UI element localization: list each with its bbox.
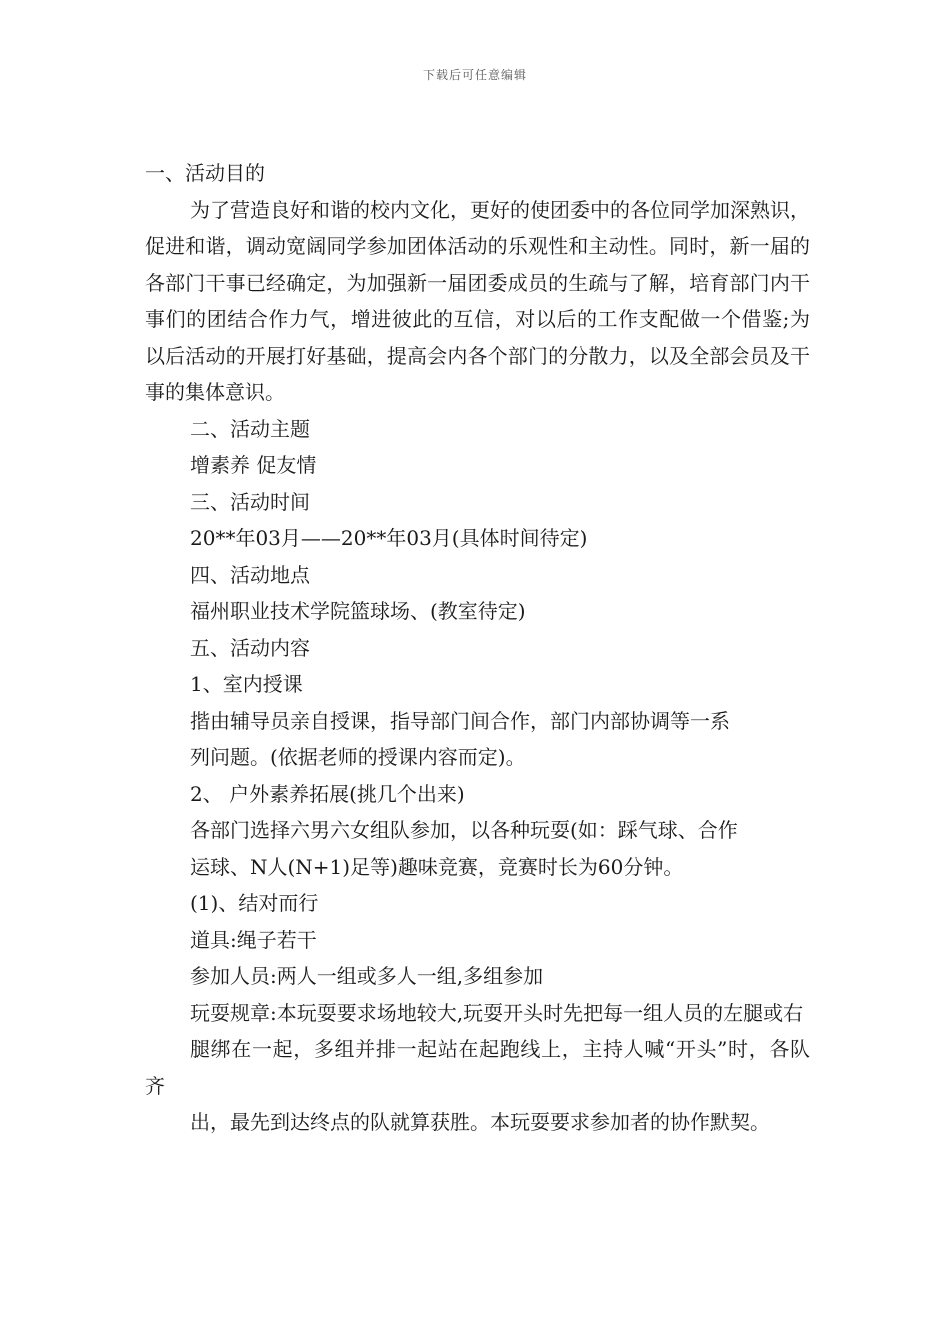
game-participants: 参加人员:两人一组或多人一组,多组参加 — [190, 964, 544, 988]
outdoor-line-2: 运球、N人(N+1)足等)趣味竞赛，竞赛时长为60分钟。 — [190, 854, 684, 879]
subsection-outdoor-expansion: 2、 户外素养拓展(挑几个出来) — [190, 781, 465, 806]
subsection-indoor-lecture: 1、室内授课 — [190, 672, 303, 696]
game-title: (1)、结对而行 — [190, 891, 319, 915]
section-heading-time: 三、活动时间 — [190, 489, 310, 514]
location-text: 福州职业技术学院篮球场、(教室待定) — [190, 599, 526, 623]
outdoor-line-1: 各部门选择六男六女组队参加，以各种玩耍(如：踩气球、合作 — [190, 818, 738, 842]
document-body — [145, 155, 810, 1141]
section-heading-theme: 二、活动主题 — [190, 416, 310, 441]
purpose-paragraph: 为了营造良好和谐的校内文化，更好的使团委中的各位同学加深熟识，促进和谐，调动宽阔同学参加团体活动的乐观性和主动性。同时，新一届的各部门干事已经确定，为加强新一届团委成员的生疏与了解，培育部门内干事们的团结合作力气，增进彼此的互信，对以后的工作支配做一个借鉴;为以后活动的开展打好基础，提高会内各个部门的分散力，以及全部会员及干事的集体意识。 — [145, 197, 810, 404]
game-rules-line-3: 出，最先到达终点的队就算获胜。本玩耍要求参加者的协作默契。 — [190, 1110, 770, 1134]
theme-text: 增素养 促友情 — [190, 453, 317, 477]
section-heading-purpose: 一、活动目的 — [145, 161, 265, 185]
time-text: 20**年03月——20**年03月(具体时间待定) — [190, 526, 588, 550]
page-header: 下载后可任意编辑 — [422, 68, 527, 82]
game-props: 道具:绳子若干 — [190, 927, 317, 952]
game-rules-line-1: 玩耍规章:本玩耍要求场地较大,玩耍开头时先把每一组人员的左腿或右 — [190, 1000, 804, 1025]
lecture-line-1: 揩由辅导员亲自授课，指导部门间合作，部门内部协调等一系 — [190, 708, 730, 733]
lecture-line-2: 列问题。(依据老师的授课内容而定)。 — [190, 745, 526, 769]
section-heading-location: 四、活动地点 — [190, 562, 310, 587]
section-heading-content: 五、活动内容 — [190, 635, 310, 660]
game-rules-line-2: 腿绑在一起，多组并排一起站在起跑线上，主持人喊“开头”时，各队齐 — [145, 1037, 810, 1098]
